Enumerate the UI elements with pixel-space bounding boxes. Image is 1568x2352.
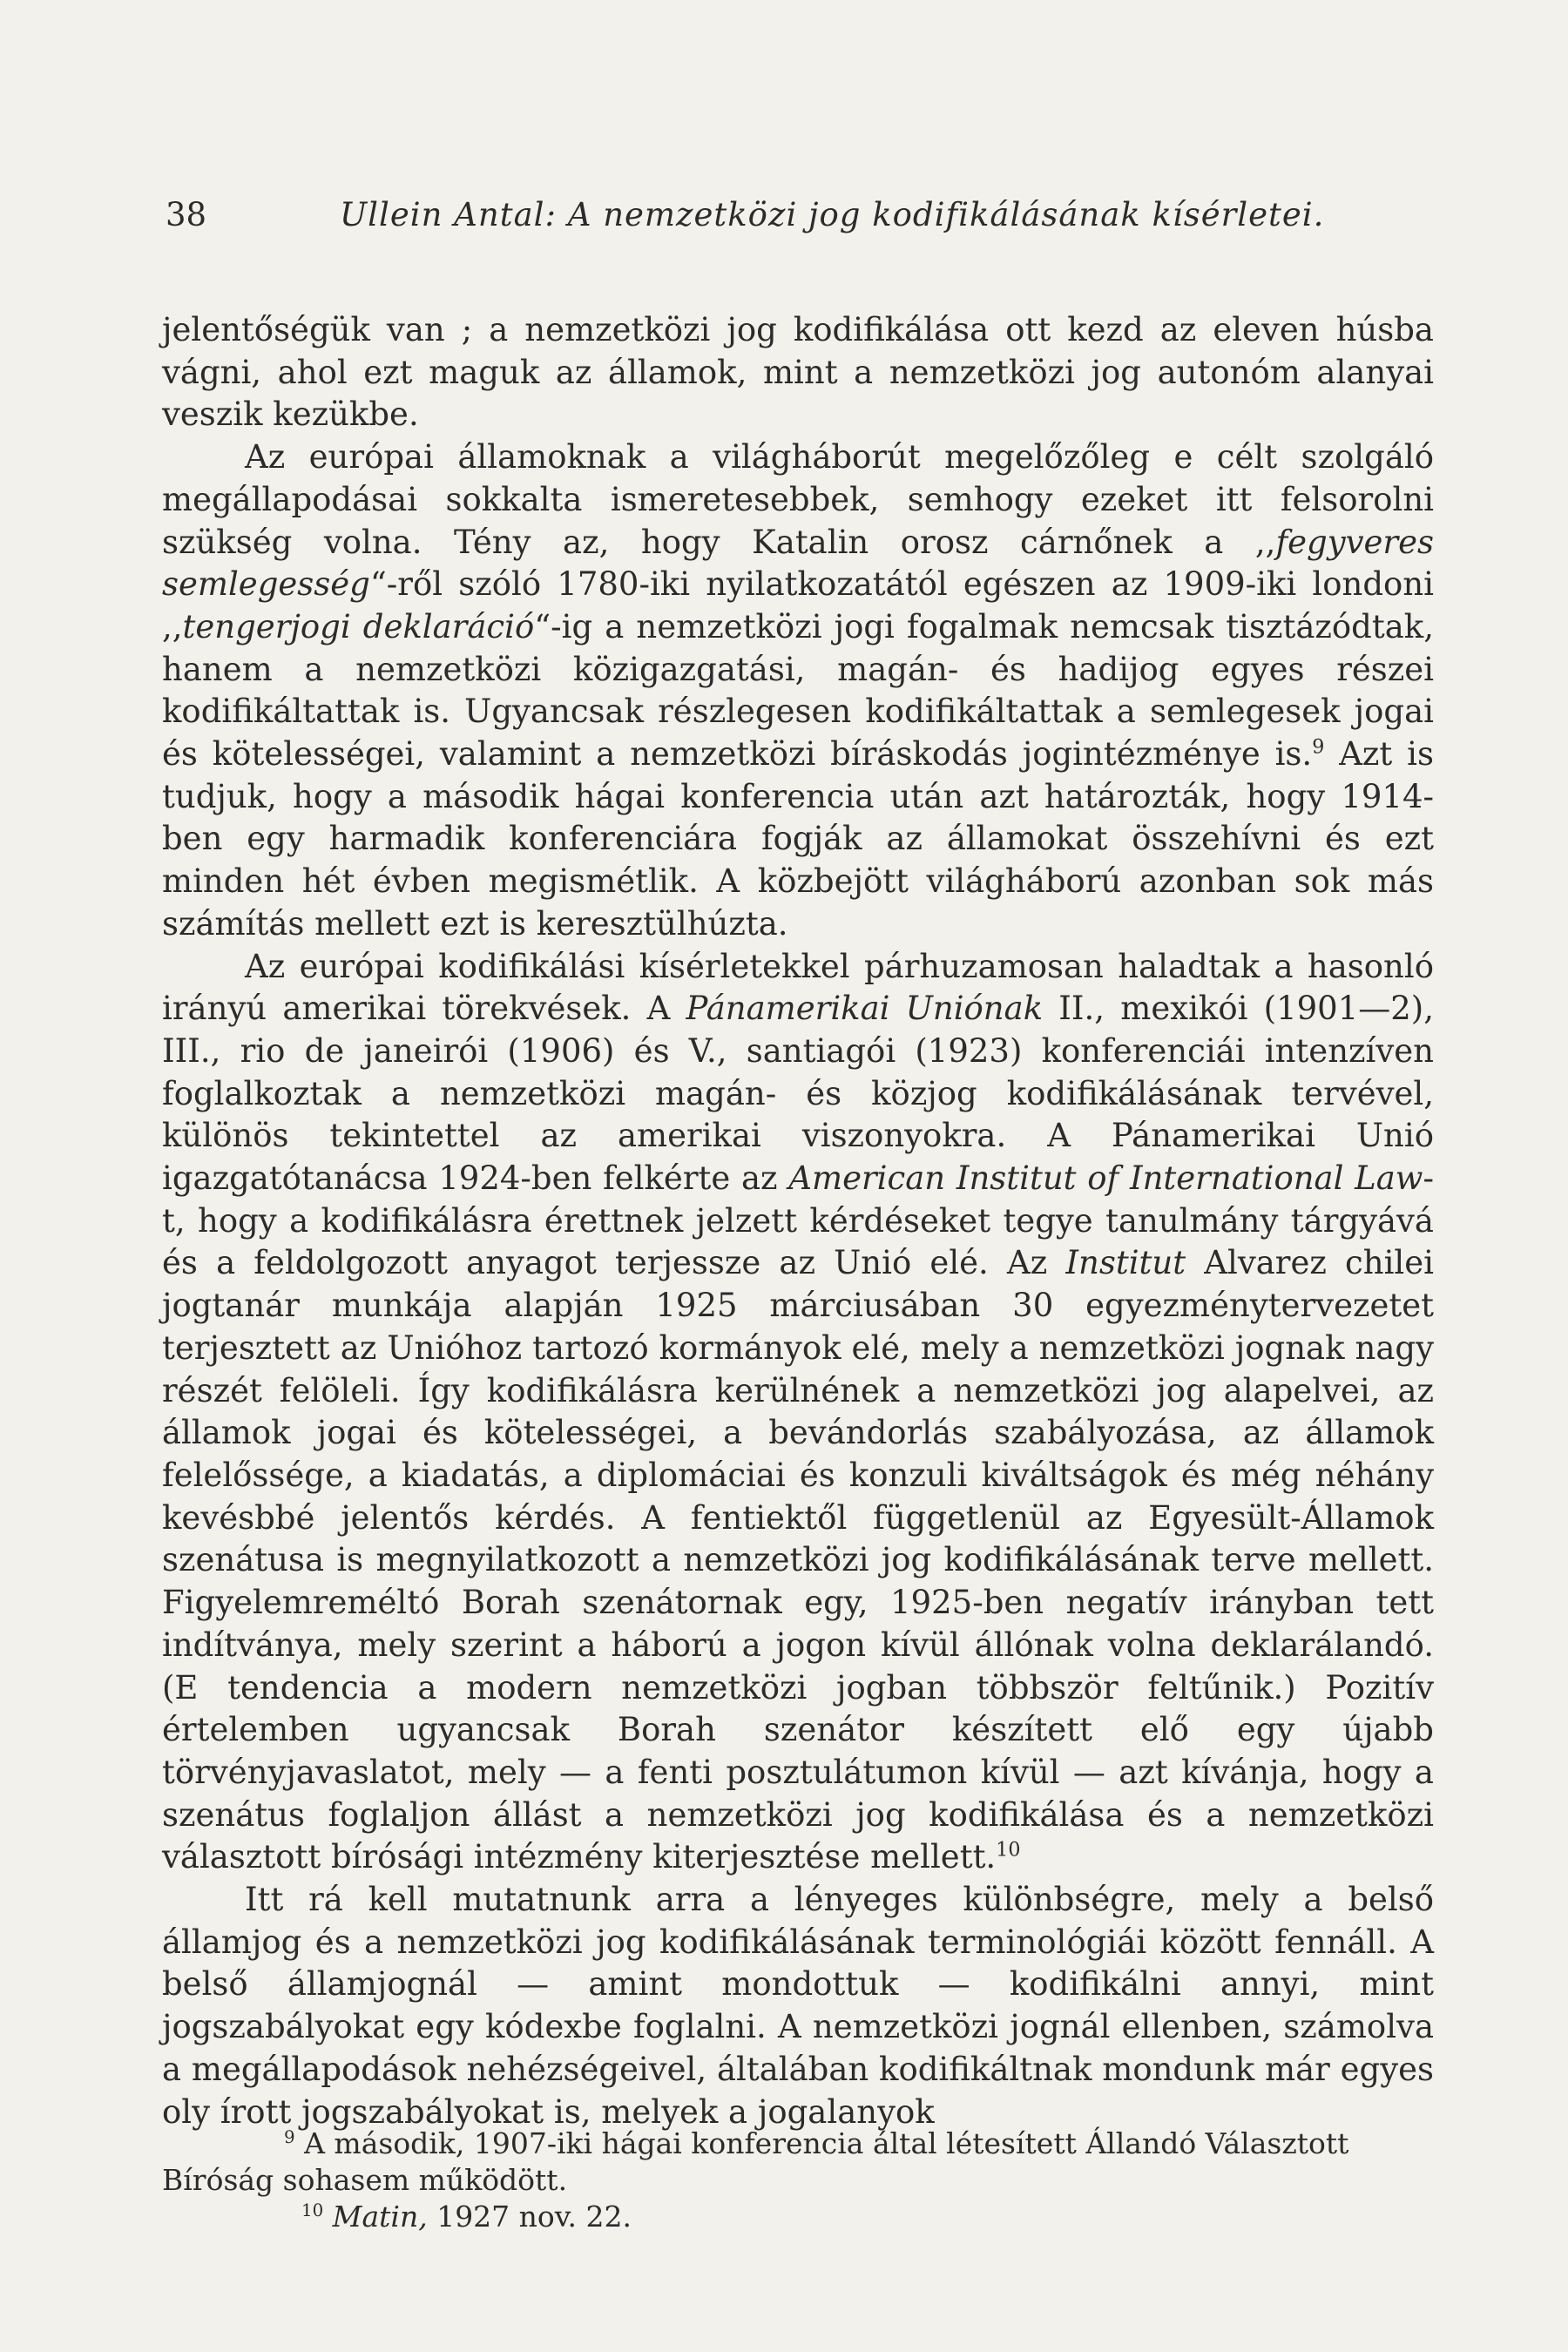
body-text (162, 309, 1434, 2133)
text-segment-italic: Institut (1065, 1244, 1186, 1282)
text-segment: Az európai államoknak a világháborút megelőzőleg e célt szolgáló megállapodásai sokkalta ismeretesebbek, semhogy ezeket itt felsorolni szükség volna. Tény az, hogy Katalin orosz cárnőnek a ,, (162, 438, 1434, 561)
text-segment: “-ig a nemzetközi jogi fogalmak nemcsak tisztázódtak, hanem a nemzetközi közigazgatási, magán- és hadijog egyes részei kodifikáltattak is. Ugyancsak részlegesen kodifikáltattak a semlegesek jogai és kötelességei, valamint a nemzetközi bíráskodás jogintézménye is. (162, 607, 1434, 774)
paragraph (162, 946, 1434, 1879)
page-number: 38 (166, 196, 207, 233)
text-segment: -t, hogy a kodifikálásra érettnek jelzett kérdéseket tegye tanulmány tárgyává és a feldolgozott anyagot terjessze az Unió elé. Az (162, 1159, 1434, 1282)
text-segment: II., mexikói (1901—2), III., rio de janeirói (1906) és V., santiagói (1923) konferenciái intenzíven foglalkoztak a nemzetközi magán- és közjog kodifikálásának tervével, különös tekintettel az amerikai viszonyokra. A Pánamerikai Unió igazgatótanácsa 1924-ben felkérte az (162, 990, 1434, 1198)
text-segment-italic: tengerjogi deklaráció (182, 607, 535, 645)
footnote (162, 2126, 1434, 2199)
footnote-ref: 9 (1312, 735, 1325, 759)
footnote-text: A második, 1907-iki hágai konferencia által létesített Állandó Választott Bíróság sohasem működött. (162, 2126, 1349, 2197)
text-segment-italic: American Institut of International Law (788, 1159, 1423, 1198)
footnote-marker: 10 (301, 2200, 324, 2220)
footnote-ref: 10 (996, 1838, 1021, 1862)
text-segment: Azt is tudjuk, hogy a második hágai konferencia után azt határozták, hogy 1914-ben egy harmadik konferenciára fogják az államokat összehívni és ezt minden hét évben megismétlik. A közbejött világháború azonban sok más számítás mellett ezt is keresztülhúzta. (162, 735, 1434, 943)
footnote-text: 1927 nov. 22. (427, 2200, 632, 2234)
footnotes (162, 2126, 1434, 2235)
footnote-marker: 9 (284, 2127, 295, 2147)
text-segment-italic: Pánamerikai Uniónak (686, 990, 1044, 1028)
footnote-text-italic: Matin, (332, 2200, 428, 2234)
text-segment: Itt rá kell mutatnunk arra a lényeges különbségre, mely a belső államjog és a nemzetközi jog kodifikálásának terminológiái között fennáll. A belső államjognál — amint mondottuk — kodifikálni annyi, mint jogszabályokat egy kódexbe foglalni. A nemzetközi jognál ellenben, számolva a megállapodások nehézségeivel, általában kodifikáltnak mondunk már egyes oly írott jogszabályokat is, melyek a jogalanyok (162, 1881, 1434, 2131)
paragraph (162, 309, 1434, 436)
text-segment: Az európai kodifikálási kísérletekkel párhuzamosan haladtak a hasonló irányú amerikai törekvések. A (162, 947, 1434, 1028)
paragraph (162, 1879, 1434, 2133)
text-segment: “-ről szóló 1780-iki nyilatkozatától egészen az 1909-iki londoni ,, (162, 565, 1434, 645)
footnote (162, 2199, 1434, 2235)
text-segment-italic: fegyveres semlegesség (162, 523, 1434, 604)
paragraph (162, 436, 1434, 945)
running-title: Ullein Antal: A nemzetközi jog kodifikálásának kísérletei. (340, 196, 1325, 233)
text-segment: jelentőségük van ; a nemzetközi jog kodifikálása ott kezd az eleven húsba vágni, ahol ezt maguk az államok, mint a nemzetközi jog autonóm alanyai veszik kezükbe. (162, 311, 1434, 434)
text-segment: Alvarez chilei jogtanár munkája alapján 1925 márciusában 30 egyezménytervezetet terjesztett az Unióhoz tartozó kormányok elé, mely a nemzetközi jognak nagy részét felöleli. Így kodifikálásra kerülnének a nemzetközi jog alapelvei, az államok jogai és kötelességei, a bevándorlás szabályozása, az államok felelőssége, a kiadatás, a diplomáciai és konzuli kiváltságok és még néhány kevésbbé jelentős kérdés. A fentiektől függetlenül az Egyesült-Államok szenátusa is megnyilatkozott a nemzetközi jog kodifikálásának terve mellett. Figyelemreméltó Borah szenátornak egy, 1925-ben negatív irányban tett indítványa, mely szerint a háború a jogon kívül állónak volna deklarálandó. (E tendencia a modern nemzetközi jogban többször feltűnik.) Pozitív értelemben ugyancsak Borah szenátor készített elő egy újabb törvényjavaslatot, mely — a fenti posztulátumon kívül — azt kívánja, hogy a szenátus foglaljon állást a nemzetközi jog kodifikálása és a nemzetközi választott bírósági intézmény kiterjesztése mellett. (162, 1244, 1434, 1876)
